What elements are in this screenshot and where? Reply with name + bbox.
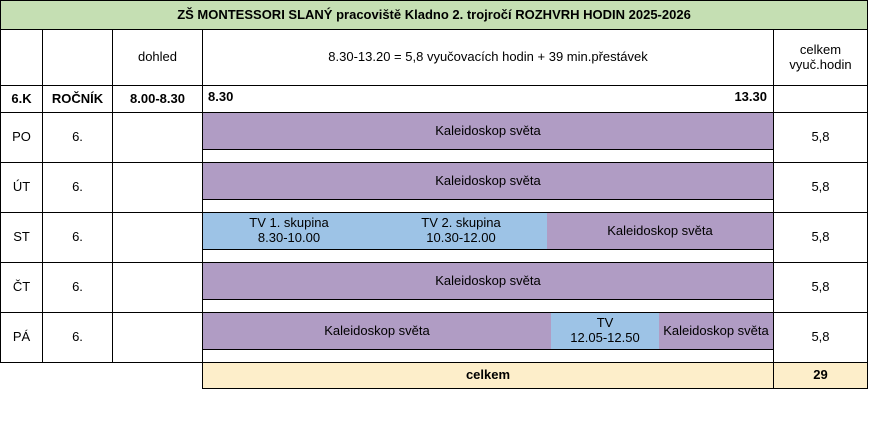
schedule-block[interactable]: Kaleidoskop světa <box>547 213 773 249</box>
page-title: ZŠ MONTESSORI SLANÝ pracoviště Kladno 2. trojročí ROZHVRH HODIN 2025-2026 <box>1 1 868 30</box>
row-spacer-cell <box>203 200 774 213</box>
footer-blank-3 <box>113 363 203 389</box>
row-dohled <box>113 163 203 213</box>
table-row <box>1 113 868 150</box>
table-row <box>1 313 868 350</box>
day-label: ST <box>1 213 43 263</box>
label-class: 6.K <box>1 86 43 113</box>
header-total-hours-line1: celkem <box>799 41 842 57</box>
schedule-block[interactable]: Kaleidoskop světa <box>659 313 773 349</box>
row-total: 5,8 <box>774 313 868 363</box>
row-spacer-cell <box>203 350 774 363</box>
row-spacer-cell <box>203 250 774 263</box>
day-label: PO <box>1 113 43 163</box>
row-total: 5,8 <box>774 113 868 163</box>
table-row <box>1 213 868 250</box>
schedule-block[interactable]: Kaleidoskop světa <box>203 113 773 149</box>
header-row <box>1 30 868 86</box>
label-row <box>1 86 868 113</box>
label-rocnik: ROČNÍK <box>43 86 113 113</box>
footer-row <box>1 363 868 389</box>
label-dohled-time: 8.00-8.30 <box>113 86 203 113</box>
schedule-block-label: TV 2. skupina <box>421 215 501 231</box>
row-rocnik: 6. <box>43 313 113 363</box>
row-blocks <box>203 263 774 300</box>
row-blocks <box>203 163 774 200</box>
label-total-blank <box>774 86 868 113</box>
title-row <box>1 1 868 30</box>
row-rocnik: 6. <box>43 213 113 263</box>
row-dohled <box>113 263 203 313</box>
day-label: PÁ <box>1 313 43 363</box>
footer-blank-1 <box>1 363 43 389</box>
row-total: 5,8 <box>774 263 868 313</box>
row-blocks <box>203 113 774 150</box>
row-dohled <box>113 113 203 163</box>
footer-value: 29 <box>774 363 868 389</box>
row-dohled <box>113 313 203 363</box>
day-label: ÚT <box>1 163 43 213</box>
label-time-range <box>203 86 774 113</box>
schedule-block[interactable]: Kaleidoskop světa <box>203 163 773 199</box>
schedule-block[interactable] <box>375 213 547 249</box>
row-rocnik: 6. <box>43 263 113 313</box>
row-rocnik: 6. <box>43 163 113 213</box>
day-label: ČT <box>1 263 43 313</box>
row-total: 5,8 <box>774 213 868 263</box>
schedule-block-time: 10.30-12.00 <box>426 230 496 245</box>
schedule-block-time: 8.30-10.00 <box>257 230 321 245</box>
row-blocks <box>203 313 774 350</box>
row-total: 5,8 <box>774 163 868 213</box>
schedule-block[interactable]: Kaleidoskop světa <box>203 263 773 299</box>
footer-blank-2 <box>43 363 113 389</box>
header-blank-class <box>1 30 43 86</box>
label-end-time: 13.30 <box>734 89 767 104</box>
schedule-block[interactable] <box>203 213 375 249</box>
table-row <box>1 163 868 200</box>
header-dohled: dohled <box>113 30 203 86</box>
header-span-note: 8.30-13.20 = 5,8 vyučovacích hodin + 39 min.přestávek <box>203 30 774 86</box>
schedule-block-label: TV <box>596 315 614 331</box>
schedule-block-time: 12.05-12.50 <box>570 330 640 345</box>
header-total-hours-line2: vyuč.hodin <box>789 56 852 72</box>
row-blocks <box>203 213 774 250</box>
row-rocnik: 6. <box>43 113 113 163</box>
schedule-block[interactable] <box>551 313 659 349</box>
header-total-hours <box>774 30 868 86</box>
label-start-time: 8.30 <box>208 89 234 104</box>
schedule-block[interactable]: Kaleidoskop světa <box>203 313 551 349</box>
table-row <box>1 263 868 300</box>
row-spacer-cell <box>203 150 774 163</box>
row-dohled <box>113 213 203 263</box>
header-blank-rocnik <box>43 30 113 86</box>
row-spacer-cell <box>203 300 774 313</box>
schedule-block-label: TV 1. skupina <box>249 215 329 231</box>
footer-label: celkem <box>203 363 774 389</box>
